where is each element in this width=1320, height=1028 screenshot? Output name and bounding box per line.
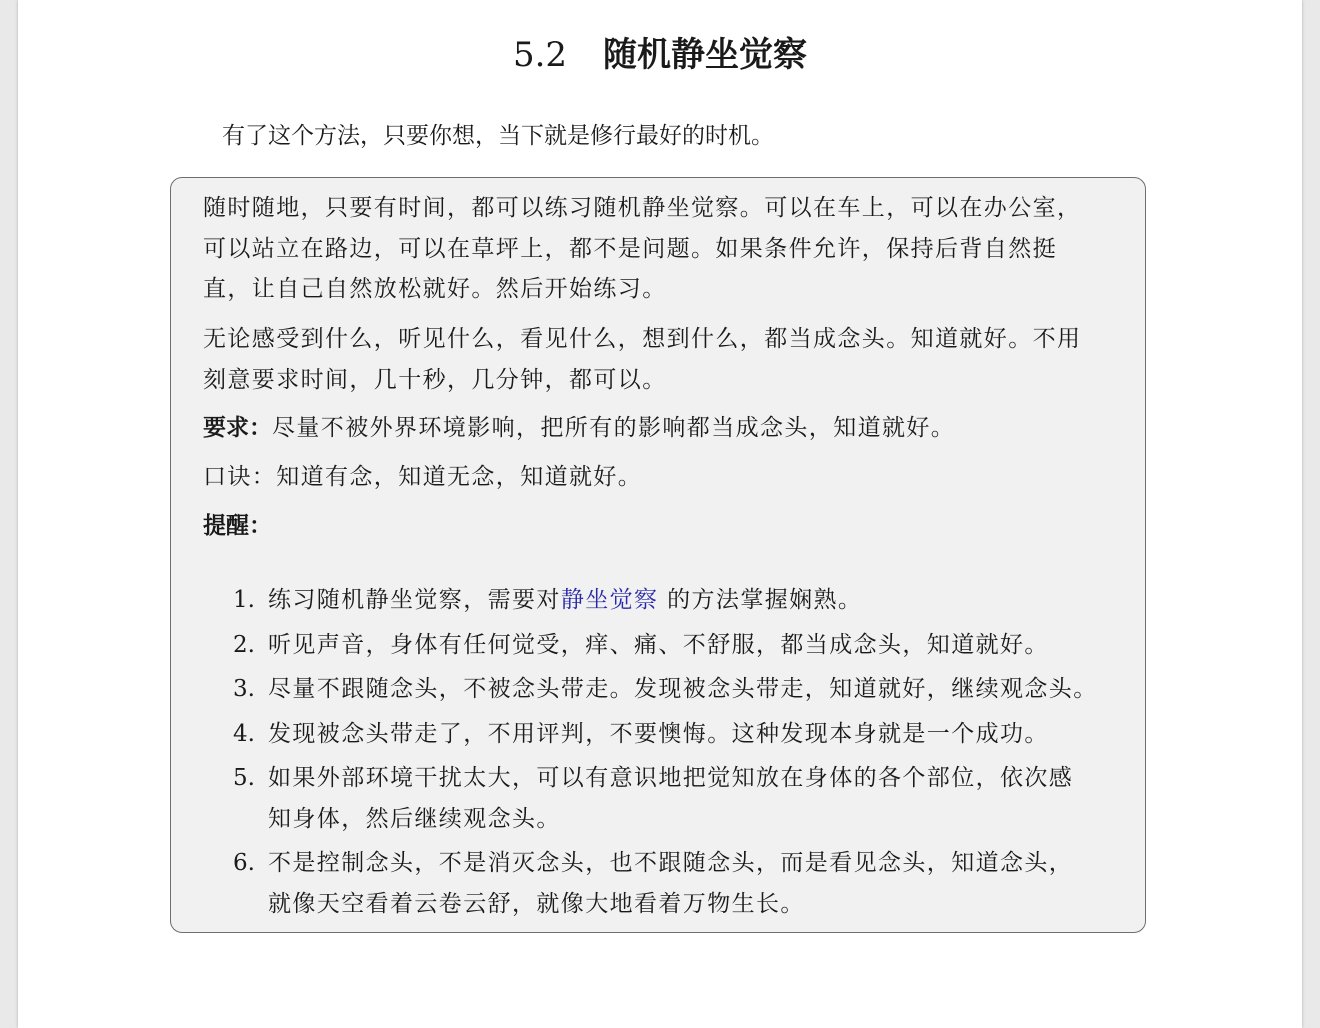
list-item — [233, 714, 1133, 755]
list-number: 4. — [233, 720, 255, 747]
list-number: 1. — [233, 587, 255, 613]
reminder-heading — [203, 506, 1133, 547]
requirement-paragraph — [203, 408, 1133, 449]
mantra-paragraph: 口诀：知道有念，知道无念，知道就好。 — [203, 464, 643, 490]
text-line: 无论感受到什么，听见什么，看见什么，想到什么，都当成念头。知道就好。不用 — [203, 326, 1082, 352]
text-line: 可以站立在路边，可以在草坪上，都不是问题。如果条件允许，保持后背自然挺 — [203, 235, 1057, 262]
section-number: 5.2 — [512, 35, 568, 75]
text-line — [268, 580, 1133, 621]
text-line: 尽量不跟随念头，不被念头带走。发现被念头带走，知道就好，继续观念头。 — [268, 676, 1098, 702]
practice-box — [170, 177, 1146, 933]
list-text: 练习随机静坐觉察，需要对 — [268, 587, 561, 613]
list-item — [233, 580, 1133, 621]
text-line: 知身体，然后继续观念头。 — [268, 805, 561, 832]
list-item — [233, 758, 1133, 839]
requirement-label: 要求： — [203, 415, 272, 441]
intro-paragraph: 有了这个方法，只要你想，当下就是修行最好的时机。 — [222, 123, 774, 149]
list-item — [233, 625, 1133, 666]
text-line: 刻意要求时间，几十秒，几分钟，都可以。 — [203, 366, 667, 393]
document-page — [18, 0, 1302, 1028]
list-number: 5. — [233, 765, 255, 791]
requirement-text: 尽量不被外界环境影响，把所有的影响都当成念头，知道就好。 — [272, 415, 956, 441]
list-number: 2. — [233, 631, 255, 658]
text-line: 就像天空看着云卷云舒，就像大地看着万物生长。 — [268, 890, 805, 917]
text-line: 听见声音，身体有任何觉受，痒、痛、不舒服，都当成念头，知道就好。 — [268, 631, 1049, 658]
list-item — [233, 843, 1133, 924]
text-line: 发现被念头带走了，不用评判，不要懊悔。这种发现本身就是一个成功。 — [268, 720, 1049, 747]
text-line: 不是控制念头，不是消灭念头，也不跟随念头，而是看见念头，知道念头， — [268, 850, 1074, 876]
section-heading — [18, 30, 1302, 80]
list-number: 3. — [233, 676, 255, 702]
cross-reference-link[interactable]: 静坐觉察 — [560, 587, 659, 613]
list-number: 6. — [233, 850, 255, 876]
practice-paragraph-1 — [203, 188, 1133, 310]
text-line: 随时随地，只要有时间，都可以练习随机静坐觉察。可以在车上，可以在办公室， — [203, 195, 1082, 221]
reminder-list — [233, 580, 1133, 928]
text-line: 直，让自己自然放松就好。然后开始练习。 — [203, 276, 667, 302]
practice-paragraph-2 — [203, 319, 1133, 400]
list-text: 的方法掌握娴熟。 — [658, 587, 863, 613]
section-title: 随机静坐觉察 — [603, 35, 808, 75]
text-line: 如果外部环境干扰太大，可以有意识地把觉知放在身体的各个部位，依次感 — [268, 765, 1074, 791]
list-item — [233, 669, 1133, 710]
reminder-label: 提醒： — [203, 513, 272, 539]
